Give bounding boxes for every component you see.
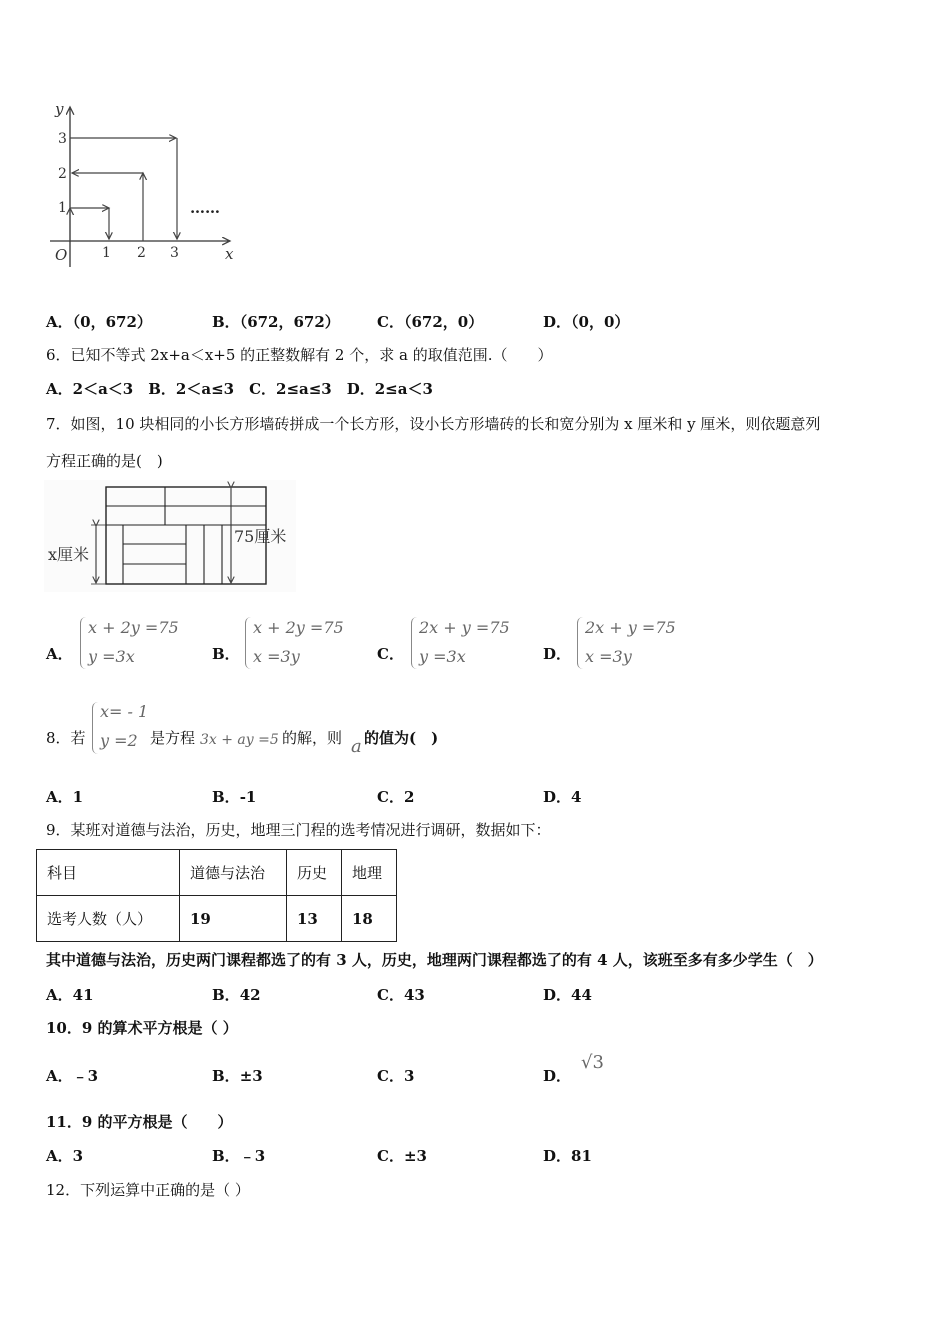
q8-option-c[interactable]: C．2 <box>377 788 415 806</box>
dimension-label-x: x厘米 <box>48 545 90 564</box>
table-cell: 选考人数（人） <box>37 896 180 942</box>
x-tick-label: 3 <box>170 245 179 261</box>
q6-stem: 6．已知不等式 2x+a＜x+5 的正整数解有 2 个，求 a 的取值范围.（ ） <box>46 346 553 364</box>
q11-option-a[interactable]: A．3 <box>46 1147 84 1165</box>
q9-option-d[interactable]: D．44 <box>543 986 592 1004</box>
q8-equation: 3x + ay =5 <box>200 732 279 748</box>
table-cell: 13 <box>287 896 342 942</box>
table-cell: 18 <box>342 896 397 942</box>
table-row <box>37 896 397 942</box>
q8-option-a[interactable]: A．1 <box>46 788 84 806</box>
q9-option-c[interactable]: C．43 <box>377 986 425 1004</box>
y-tick-label: 3 <box>58 131 67 147</box>
q6-options[interactable]: A．2＜a＜3 B．2＜a≤3 C．2≤a≤3 D．2≤a＜3 <box>46 380 433 398</box>
q5-option-c[interactable]: C．（672，0） <box>377 313 484 331</box>
coordinate-path-figure <box>40 95 250 275</box>
q8-option-b[interactable]: B．-1 <box>212 788 257 806</box>
q7-d-eq1: 2x + y =75 <box>585 618 676 637</box>
q7-c-eq1: 2x + y =75 <box>419 618 510 637</box>
q7-a-eq2: y =3x <box>88 647 135 666</box>
q7-stem-line2: 方程正确的是( ) <box>46 452 163 470</box>
q7-option-d-label[interactable]: D． <box>543 645 572 663</box>
q7-c-eq2: y =3x <box>419 647 466 666</box>
q10-stem: 10．9 的算术平方根是（ ） <box>46 1019 238 1037</box>
q9-data-table <box>36 849 397 942</box>
table-cell: 19 <box>180 896 287 942</box>
table-header-cell: 历史 <box>287 850 342 896</box>
y-tick-label: 1 <box>58 200 67 216</box>
q11-option-d[interactable]: D．81 <box>543 1147 592 1165</box>
q8-eq2: y =2 <box>100 731 138 750</box>
q7-option-a-label[interactable]: A． <box>46 645 73 663</box>
q10-option-a[interactable]: A．﹣3 <box>46 1067 99 1085</box>
q7-b-eq2: x =3y <box>253 647 300 666</box>
q8-suffix: 的值为( ) <box>364 729 439 747</box>
q7-stem-line1: 7．如图，10 块相同的小长方形墙砖拼成一个长方形，设小长方形墙砖的长和宽分别为 x 厘米和 y 厘米，则依题意列 <box>46 415 821 433</box>
q7-a-eq1: x + 2y =75 <box>88 618 179 637</box>
table-header-cell: 科目 <box>37 850 180 896</box>
brace-icon <box>80 617 87 669</box>
table-header-cell: 地理 <box>342 850 397 896</box>
q8-option-d[interactable]: D．4 <box>543 788 582 806</box>
q9-stem: 9．某班对道德与法治，历史，地理三门程的选考情况进行调研，数据如下： <box>46 821 551 839</box>
q5-option-b[interactable]: B．（672，672） <box>212 313 340 331</box>
brace-icon <box>411 617 418 669</box>
q12-stem: 12．下列运算中正确的是（ ） <box>46 1181 250 1199</box>
q7-option-c-label[interactable]: C． <box>377 645 404 663</box>
ellipsis-mark: …… <box>190 199 220 217</box>
q8-var: a <box>351 736 362 757</box>
brick-wall-figure <box>44 480 296 592</box>
q7-option-b-label[interactable]: B． <box>212 645 240 663</box>
table-header-row <box>37 850 397 896</box>
q5-option-d[interactable]: D．（0，0） <box>543 313 630 331</box>
q7-d-eq2: x =3y <box>585 647 632 666</box>
brace-icon <box>577 617 584 669</box>
q9-after: 其中道德与法治，历史两门课程都选了的有 3 人，历史，地理两门课程都选了的有 4 人，该班至多有多少学生（ ） <box>46 951 823 969</box>
sqrt3: √3 <box>581 1052 604 1073</box>
dimension-label-75: 75厘米 <box>234 527 287 546</box>
y-tick-label: 2 <box>58 166 67 182</box>
q7-b-eq1: x + 2y =75 <box>253 618 344 637</box>
q11-stem: 11．9 的平方根是（ ） <box>46 1113 233 1131</box>
q8-mid2: 的解，则 <box>282 729 343 747</box>
x-tick-label: 1 <box>102 245 111 261</box>
q9-option-b[interactable]: B．42 <box>212 986 261 1004</box>
q5-option-a[interactable]: A．（0，672） <box>46 313 152 331</box>
y-axis-label: y <box>55 100 64 118</box>
q11-option-c[interactable]: C．±3 <box>377 1147 427 1165</box>
brace-icon <box>245 617 252 669</box>
x-tick-label: 2 <box>137 245 146 261</box>
origin-label: O <box>55 246 68 264</box>
q10-option-b[interactable]: B．±3 <box>212 1067 263 1085</box>
table-header-cell: 道德与法治 <box>180 850 287 896</box>
x-axis-label: x <box>225 245 234 263</box>
q10-option-c[interactable]: C．3 <box>377 1067 415 1085</box>
q8-mid: 是方程 <box>150 729 196 747</box>
q8-prefix: 8．若 <box>46 729 86 747</box>
q9-option-a[interactable]: A．41 <box>46 986 94 1004</box>
brace-icon <box>92 702 99 754</box>
q8-eq1: x= - 1 <box>100 702 149 721</box>
q10-option-d[interactable]: D．√3 <box>543 1052 604 1085</box>
q11-option-b[interactable]: B．﹣3 <box>212 1147 266 1165</box>
